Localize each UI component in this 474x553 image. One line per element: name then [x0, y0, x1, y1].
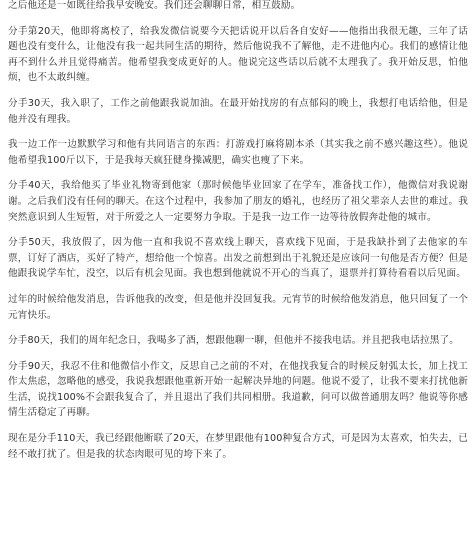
paragraph-4: 我一边工作一边默默学习和他有共同语言的东西：打游戏打麻将剧本杀（其实我之前不感兴趣这些）。他说他希望我100斤以下，于是我每天疯狂健身操减肥，确实也瘦了下来。 — [8, 139, 468, 166]
paragraph-8: 分手80天，我们的周年纪念日，我喝多了酒，想跟他聊一聊，但他并不接我电话。并且把我电话拉黑了。 — [8, 335, 459, 347]
paragraph-7: 过年的时候给他发消息，告诉他我的改变，但是他并没回复我。元宵节的时候给他发消息，他只回复了一个元宵快乐。 — [8, 293, 468, 321]
paragraph-1: 之后他还是一如既往给我早安晚安。我们还会聊聊日常，相互鼓励。 — [8, 0, 301, 11]
paragraph-6: 分手50天，我放假了，因为他一直和我说不喜欢线上聊天，喜欢线下见面，于是我缺扑到了去他家的车票，订好了酒店，买好了特产，想给他一个惊喜。出发之前想到出于礼貌还是应该问一句他是否方便？但是他跟我说学车忙，没空，以后有机会见面。我也想到他就说不开心的当真了，退票并打算待看看以后见面。 — [8, 237, 468, 280]
paragraph-3: 分手30天，我入职了，工作之前他跟我说加油。在最开始找房的有点郁闷的晚上，我想打电话给他，但是他并没有理我。 — [8, 97, 468, 125]
paragraph-10: 现在是分手110天，我已经跟他断联了20天，在梦里跟他有100种复合方式，可是因为太喜欢，怕失去，已经不敢打扰了。但是我的状态肉眼可见的垮下来了。 — [8, 433, 468, 460]
paragraph-5: 分手40天，我给他买了毕业礼物寄到他家（那时候他毕业回家了在学车，准备找工作），他微信对我说谢谢。之后我们没有任何的聊天。在这个过程中，我参加了朋友的婚礼，也经历了祖父辈亲人去世的难过。我突然意识到人生短暂，对于所爱之人一定要努力争取。于是我一边工作一边等待放假奔赴他的城市。 — [8, 180, 468, 223]
paragraph-2: 分手第20天，他即将离校了，给我发微信说要今天把话说开以后各自安好——他指出我很无趣，三年了话题也没有变什么，让他没有我一起共同生活的期待，然后他说我不了解他，走不进他内心。我们的感情让他再不到什么并且觉得痛苦。他希望我变成更好的人。他说完这些话以后就不太理我了。我开始反思，怕他烦，也不太敢纠缠。 — [8, 25, 468, 84]
paragraph-9: 分手90天，我忍不住和他微信小作文，反思自己之前的不对，在他找我复合的时候反射弧太长，加上找工作太焦虑，忽略他的感受，我说我想跟他重新开始一起解决异地的问题。他说不爱了，让我不要来打扰他新生活，说找100%不会跟我复合了，并且退出了我们共同相册。我道歉，问可以做普通朋友吗？他说等你感情生活稳定了再聊。 — [8, 360, 468, 419]
